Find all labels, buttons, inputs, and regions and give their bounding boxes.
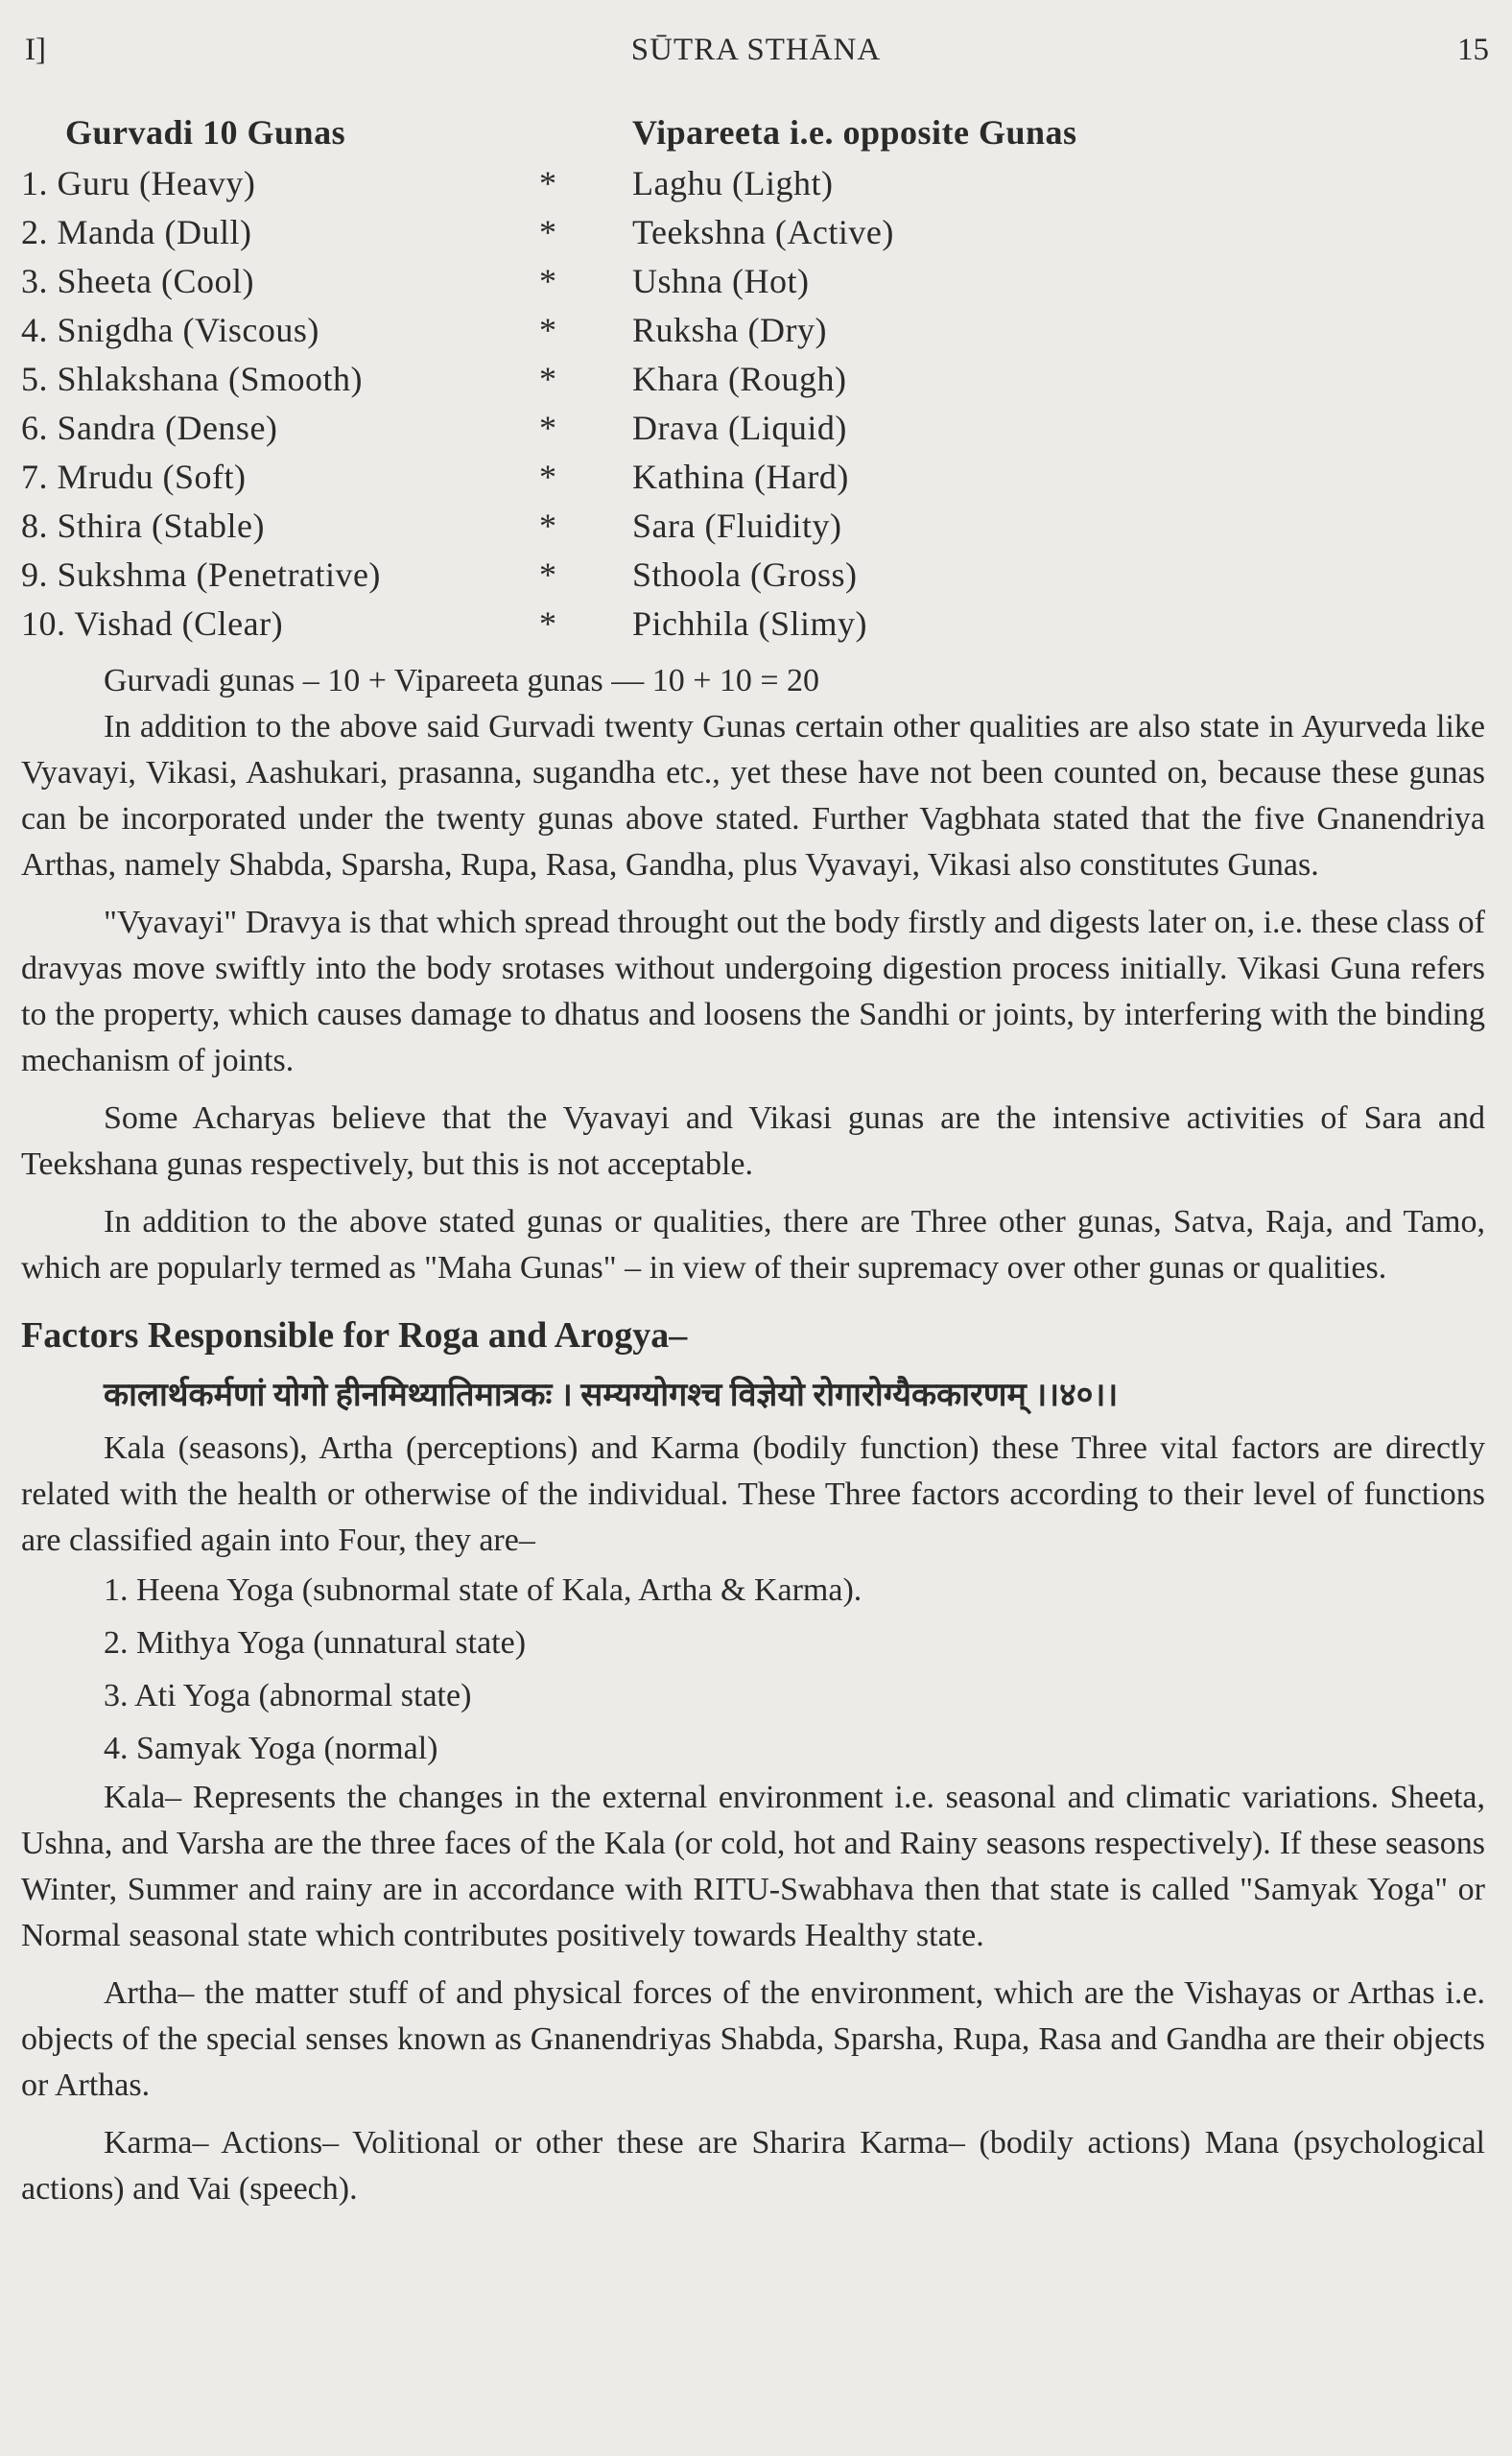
- pair-separator: *: [539, 507, 557, 545]
- guna-left: 10. Vishad (Clear): [21, 604, 284, 643]
- guna-pair: [21, 502, 1479, 551]
- pair-separator: *: [539, 311, 557, 349]
- guna-left: 6. Sandra (Dense): [21, 409, 278, 447]
- running-header: [0, 33, 1512, 71]
- yoga-list: [21, 1564, 1485, 1775]
- pair-separator: *: [539, 213, 557, 251]
- guna-right: Khara (Rough): [632, 360, 847, 398]
- pair-separator: *: [539, 262, 557, 300]
- guna-right: Ushna (Hot): [632, 262, 810, 300]
- guna-pair: [21, 159, 1479, 208]
- guna-right: Drava (Liquid): [632, 409, 847, 447]
- guna-pair: [21, 355, 1479, 404]
- guna-right: Laghu (Light): [632, 164, 834, 202]
- paragraph: Some Acharyas believe that the Vyavayi and Vikasi gunas are the intensive activities of Sara and Teekshana gunas respectively, but this is not acceptable.: [21, 1100, 1485, 1182]
- pair-separator: *: [539, 409, 557, 447]
- guna-left: 4. Snigdha (Viscous): [21, 311, 319, 349]
- list-item: 2. Mithya Yoga (unnatural state): [104, 1625, 527, 1661]
- gurvadi-heading: Gurvadi 10 Gunas: [65, 113, 346, 152]
- section-heading: Factors Responsible for Roga and Arogya–: [21, 1315, 688, 1356]
- pair-separator: *: [539, 164, 557, 202]
- pair-separator: *: [539, 604, 557, 643]
- guna-pair: [21, 551, 1479, 600]
- body-text: [21, 658, 1485, 2212]
- list-item: 3. Ati Yoga (abnormal state): [104, 1678, 472, 1713]
- guna-right: Sthoola (Gross): [632, 555, 858, 594]
- paragraph: In addition to the above said Gurvadi twenty Gunas certain other qualities are also state in Ayurveda like Vyavayi, Vikasi, Aashukari, prasanna, sugandha etc., yet these have not been counted on, because these gunas can be incorporated under the twenty gunas above stated. Further Vagbhata stated that the five Gnanendriya Arthas, namely Shabda, Sparsha, Rupa, Rasa, Gandha, plus Vyavayi, Vikasi also constitutes Gunas.: [21, 709, 1485, 883]
- guna-pair: [21, 453, 1479, 502]
- paragraph: Kala (seasons), Artha (perceptions) and Karma (bodily function) these Three vital factors are directly related with the health or otherwise of the individual. These Three factors according to their level of functions are classified again into Four, they are–: [21, 1430, 1485, 1558]
- guna-pair: [21, 404, 1479, 453]
- guna-left: 1. Guru (Heavy): [21, 164, 256, 202]
- guna-right: Kathina (Hard): [632, 458, 849, 496]
- gunas-table: [21, 106, 1479, 649]
- chapter-marker: I]: [25, 33, 46, 67]
- guna-left: 9. Sukshma (Penetrative): [21, 555, 381, 594]
- running-title: SŪTRA STHĀNA: [630, 33, 882, 67]
- list-item: 4. Samyak Yoga (normal): [104, 1731, 438, 1766]
- paragraph: Artha– the matter stuff of and physical forces of the environment, which are the Vishayas or Arthas i.e. objects of the special senses known as Gnanendriyas Shabda, Sparsha, Rupa, Rasa and Gandha are their objects or Arthas.: [21, 1975, 1485, 2103]
- guna-pair: [21, 306, 1479, 355]
- pair-separator: *: [539, 555, 557, 594]
- paragraph: "Vyavayi" Dravya is that which spread throught out the body firstly and digests later on, i.e. these class of dravyas move swiftly into the body srotases without undergoing digestion process initially. Vikasi Guna refers to the property, which causes damage to dhatus and loosens the Sandhi or joints, by interfering with the binding mechanism of joints.: [21, 905, 1485, 1078]
- guna-pair: [21, 600, 1479, 649]
- page-number: 15: [1457, 33, 1489, 67]
- guna-pair: [21, 257, 1479, 306]
- paragraph: Karma– Actions– Volitional or other these are Sharira Karma– (bodily actions) Mana (psychological actions) and Vai (speech).: [21, 2125, 1485, 2207]
- guna-left: 2. Manda (Dull): [21, 213, 252, 251]
- pair-separator: *: [539, 360, 557, 398]
- list-item: 1. Heena Yoga (subnormal state of Kala, Artha & Karma).: [104, 1572, 862, 1608]
- guna-left: 7. Mrudu (Soft): [21, 458, 247, 496]
- sanskrit-verse: कालार्थकर्मणां योगो हीनमिथ्यातिमात्रकः । सम्यग्योगश्च विज्ञेयो रोगारोग्यैककारणम् ।।४०।।: [104, 1378, 1119, 1413]
- vipareeta-heading: Vipareeta i.e. opposite Gunas: [632, 113, 1077, 152]
- pair-separator: *: [539, 458, 557, 496]
- guna-right: Pichhila (Slimy): [632, 604, 867, 643]
- guna-pair: [21, 208, 1479, 257]
- guna-left: 3. Sheeta (Cool): [21, 262, 254, 300]
- paragraph: Kala– Represents the changes in the external environment i.e. seasonal and climatic variations. Sheeta, Ushna, and Varsha are the three faces of the Kala (or cold, hot and Rainy seasons respectively). If these seasons Winter, Summer and rainy are in accordance with RITU-Swabhava then that state is called "Samyak Yoga" or Normal seasonal state which contributes positively towards Healthy state.: [21, 1780, 1485, 1953]
- guna-left: 5. Shlakshana (Smooth): [21, 360, 363, 398]
- paragraph: In addition to the above stated gunas or qualities, there are Three other gunas, Satva, Raja, and Tamo, which are popularly termed as "Maha Gunas" – in view of their supremacy over other gunas or qualities.: [21, 1204, 1485, 1286]
- guna-left: 8. Sthira (Stable): [21, 507, 265, 545]
- guna-right: Teekshna (Active): [632, 213, 894, 251]
- guna-right: Sara (Fluidity): [632, 507, 842, 545]
- gunas-table-header: [21, 106, 1479, 159]
- gunas-total: Gurvadi gunas – 10 + Vipareeta gunas — 10 + 10 = 20: [104, 663, 820, 698]
- guna-right: Ruksha (Dry): [632, 311, 827, 349]
